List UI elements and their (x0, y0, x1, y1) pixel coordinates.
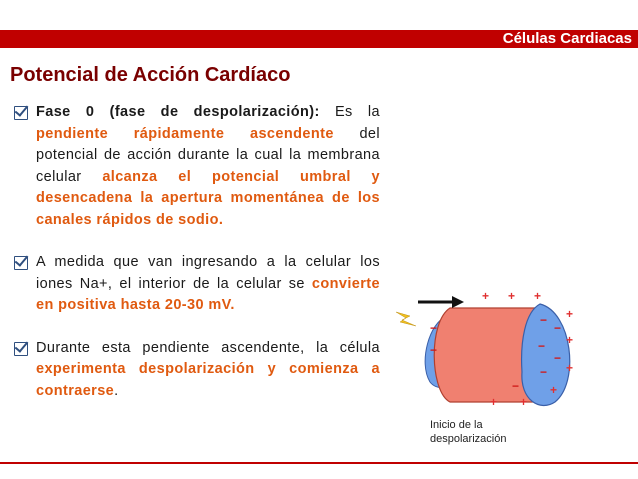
minus-charge-icon: − (512, 379, 520, 393)
bullet-item (14, 338, 380, 403)
page-title: Potencial de Acción Cardíaco (10, 64, 291, 86)
minus-charge-icon: − (554, 321, 562, 335)
checkbox-bullet-icon (14, 342, 28, 356)
plus-charge-icon: + (482, 289, 490, 303)
lightning-bolt-icon (396, 312, 416, 326)
minus-charge-icon: − (554, 351, 562, 365)
header-title: Células Cardiacas (502, 30, 632, 47)
minus-charge-icon: − (540, 313, 548, 327)
plus-charge-icon: + (534, 289, 542, 303)
bullet-text-segment: alcanza el potencial umbral y desencadena la apertura momentánea de los canales rápidos de sodio. (36, 168, 380, 228)
plus-charge-icon: + (520, 395, 528, 409)
header-bar (0, 30, 638, 48)
minus-charge-icon: − (430, 321, 438, 335)
bullet-text-segment: del potencial de acción durante la cual la membrana celular (36, 125, 380, 185)
bullet-text-segment: Es la (319, 104, 380, 120)
plus-charge-icon: + (508, 289, 516, 303)
bullet-text (36, 340, 380, 399)
checkbox-bullet-icon (14, 106, 28, 120)
plus-charge-icon: + (550, 383, 558, 397)
plus-charge-icon: + (490, 395, 498, 409)
bullet-list (14, 102, 380, 423)
bullet-text-segment: Durante esta pendiente ascendente, la célula (36, 339, 380, 356)
minus-charge-icon: − (430, 343, 438, 357)
plus-charge-icon: + (566, 307, 574, 321)
diagram-caption-line2: despolarización (430, 433, 507, 445)
minus-charge-icon: − (538, 339, 546, 353)
bullet-text-segment: experimenta despolarización y comienza a contraerse (36, 361, 380, 399)
checkbox-bullet-icon (14, 256, 28, 270)
plus-charge-icon: + (566, 361, 574, 375)
bullet-text-segment: pendiente rápidamente ascendente (36, 125, 334, 142)
bullet-item (14, 252, 380, 317)
diagram-caption-line1: Inicio de la (430, 419, 483, 431)
bullet-text-segment: . (114, 382, 119, 399)
bullet-text-segment: convierte en positiva hasta 20-30 mV. (36, 275, 380, 313)
bullet-text (36, 254, 380, 313)
bullet-text-segment: A medida que van ingresando a la celular los iones Na+, el interior de la celular se (36, 254, 380, 292)
plus-charge-icon: + (566, 333, 574, 347)
bullet-item (14, 102, 380, 231)
arrow-right-icon (418, 296, 464, 308)
bottom-divider (0, 462, 638, 464)
bullet-text (36, 104, 380, 228)
bullet-text-segment: Fase 0 (fase de despolarización): (36, 104, 320, 120)
minus-charge-icon: − (540, 365, 548, 379)
depolarization-diagram (390, 282, 574, 454)
